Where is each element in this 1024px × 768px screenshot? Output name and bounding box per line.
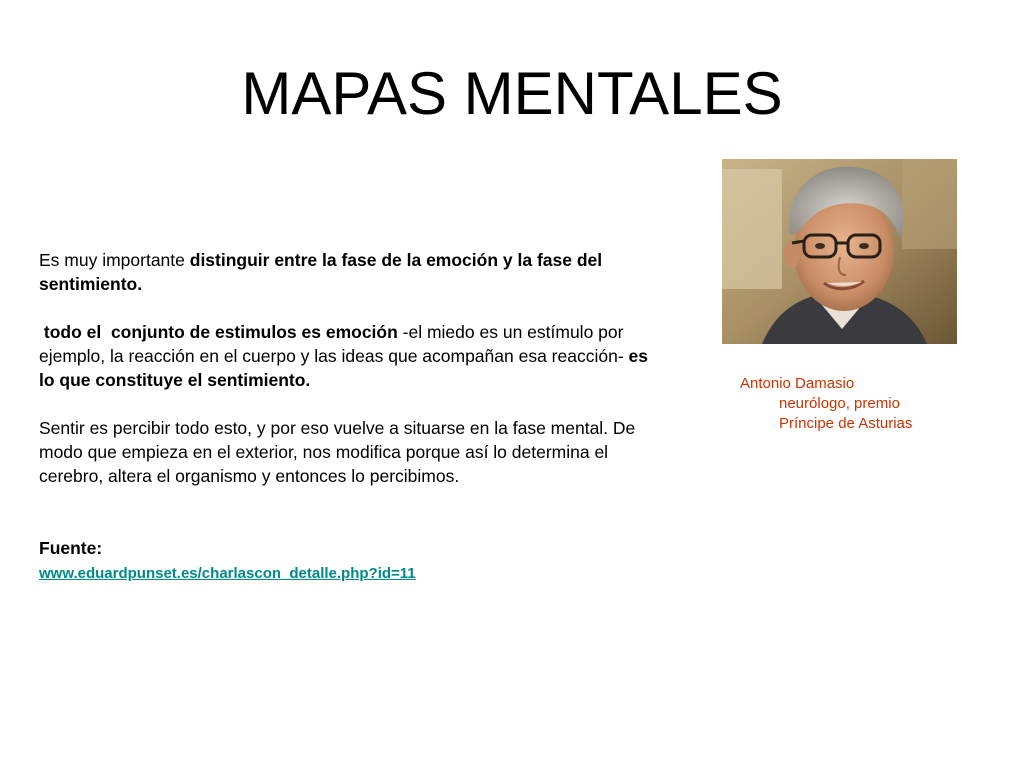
paragraph-stimulus (39, 320, 659, 392)
paragraph2-emphasis-start: todo el conjunto de estimulos es emoción (39, 322, 398, 342)
paragraph2-emphasis-end: es lo que constituye el sentimiento. (39, 346, 648, 390)
slide-title: MAPAS MENTALES (241, 60, 783, 127)
paragraph1-text: Es muy importante (39, 250, 190, 270)
paragraph-distinction (39, 248, 659, 296)
paragraph1-emphasis: distinguir entre la fase de la emoción y la fase del sentimiento. (39, 250, 603, 294)
caption-profession: neurólogo, premio (779, 395, 900, 412)
portrait-photo (722, 159, 957, 344)
source-link[interactable]: www.eduardpunset.es/charlascon_detalle.php?id=11 (39, 565, 416, 582)
paragraph2-text: -el miedo es un estímulo por ejemplo, la reacción en el cuerpo y las ideas que acompañan esa reacción- (39, 322, 629, 366)
paragraph-feeling: Sentir es percibir todo esto, y por eso vuelve a situarse en la fase mental. De modo que empieza en el exterior, nos modifica porque así lo determina el cerebro, altera el organismo y entonces lo percibimos. (39, 418, 636, 486)
source-label: Fuente: (39, 538, 103, 558)
photo-caption (740, 374, 1000, 434)
caption-name: Antonio Damasio (740, 375, 855, 392)
slide-body (39, 248, 659, 584)
caption-award: Príncipe de Asturias (779, 415, 913, 432)
